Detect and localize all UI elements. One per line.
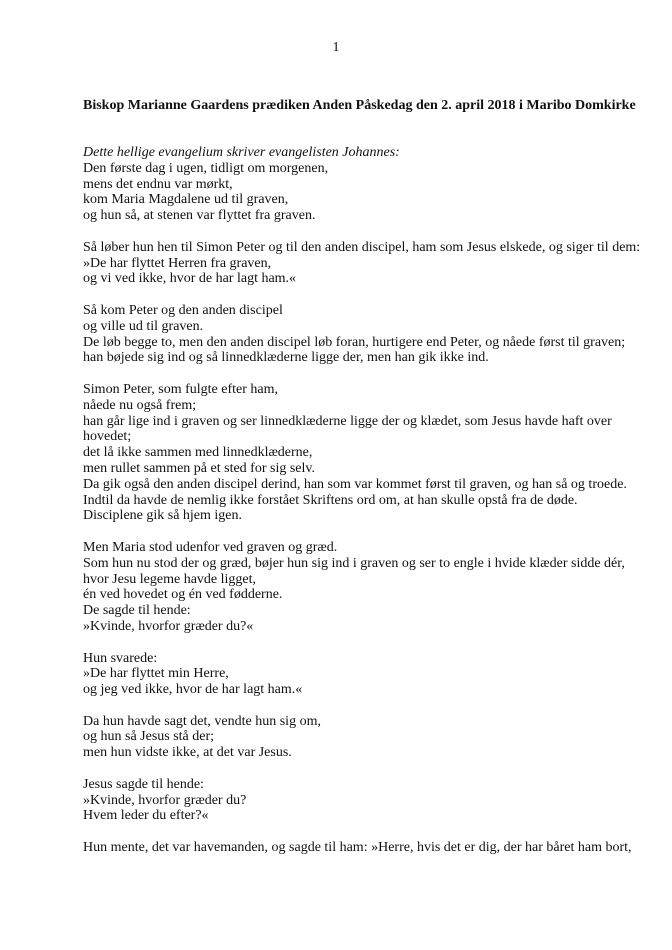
text-line: De løb begge to, men den anden discipel løb foran, hurtigere end Peter, og nåede først til graven; <box>83 334 626 350</box>
paragraph <box>83 303 643 366</box>
sermon-title: Biskop Marianne Gaardens prædiken Anden Påskedag den 2. april 2018 i Maribo Domkirke <box>83 98 636 113</box>
text-line: Da gik også den anden discipel derind, han som var kommet først til graven, og han så og troede. <box>83 476 627 492</box>
text-line: Så løber hun hen til Simon Peter og til den anden discipel, ham som Jesus elskede, og siger til dem: <box>83 239 641 255</box>
text-line: mens det endnu var mørkt, <box>83 176 233 192</box>
paragraph <box>83 714 643 761</box>
paragraph <box>83 240 643 287</box>
text-line: det lå ikke sammen med linnedklæderne, <box>83 445 313 461</box>
page-number: 1 <box>332 40 340 55</box>
text-line: men hun vidste ikke, at det var Jesus. <box>83 745 292 761</box>
paragraph-gap <box>83 635 643 651</box>
text-line: Hvem leder du efter?« <box>83 808 209 824</box>
text-line: »De har flyttet min Herre, <box>83 666 229 682</box>
paragraph <box>83 382 643 524</box>
text-line: Hun mente, det var havemanden, og sagde til ham: »Herre, hvis det er dig, der har båret ham bort, <box>83 840 632 856</box>
text-line: men rullet sammen på et sted for sig selv. <box>83 460 315 476</box>
paragraph <box>83 540 643 635</box>
paragraph-gap <box>83 366 643 382</box>
text-line: De sagde til hende: <box>83 603 191 619</box>
text-line: Da hun havde sagt det, vendte hun sig om, <box>83 713 321 729</box>
text-line: Så kom Peter og den anden discipel <box>83 302 283 318</box>
text-line: hovedet; <box>83 429 132 445</box>
text-line: han går lige ind i graven og ser linnedklæderne ligge der og klædet, som Jesus havde haft over <box>83 413 612 429</box>
text-line: Hun svarede: <box>83 650 158 666</box>
text-line: hvor Jesu legeme havde ligget, <box>83 571 257 587</box>
paragraph <box>83 840 643 856</box>
paragraph-gap <box>83 824 643 840</box>
text-line: nåede nu også frem; <box>83 397 197 413</box>
paragraph <box>83 161 643 224</box>
text-line: »Kvinde, hvorfor græder du? <box>83 792 247 808</box>
paragraph-gap <box>83 287 643 303</box>
text-line: han bøjede sig ind og så linnedklæderne ligge der, men han gik ikke ind. <box>83 350 489 366</box>
paragraph <box>83 651 643 698</box>
sermon-body <box>83 145 643 856</box>
text-line: kom Maria Magdalene ud til graven, <box>83 192 289 208</box>
paragraph-gap <box>83 224 643 240</box>
text-line: Som hun nu stod der og græd, bøjer hun sig ind i graven og ser to engle i hvide klæder sidde dér, <box>83 555 625 571</box>
text-line: Men Maria stod udenfor ved graven og græd. <box>83 539 338 555</box>
text-line: og vi ved ikke, hvor de har lagt ham.« <box>83 271 297 287</box>
paragraph-gap <box>83 698 643 714</box>
text-line: og hun så Jesus stå der; <box>83 729 215 745</box>
paragraph <box>83 777 643 824</box>
text-line: og jeg ved ikke, hvor de har lagt ham.« <box>83 682 303 698</box>
gospel-intro: Dette hellige evangelium skriver evangelisten Johannes: <box>83 145 400 160</box>
text-line: Jesus sagde til hende: <box>83 776 204 792</box>
paragraph-gap <box>83 524 643 540</box>
text-line: Simon Peter, som fulgte efter ham, <box>83 381 279 397</box>
text-line: Indtil da havde de nemlig ikke forstået Skriftens ord om, at han skulle opstå fra de døde. <box>83 492 578 508</box>
text-line: »De har flyttet Herren fra graven, <box>83 255 272 271</box>
text-line: Disciplene gik så hjem igen. <box>83 508 243 524</box>
paragraph-gap <box>83 761 643 777</box>
text-line: én ved hovedet og én ved fødderne. <box>83 587 283 603</box>
text-line: »Kvinde, hvorfor græder du?« <box>83 618 254 634</box>
text-line: og ville ud til graven. <box>83 318 204 334</box>
text-line: og hun så, at stenen var flyttet fra graven. <box>83 208 316 224</box>
text-line: Den første dag i ugen, tidligt om morgenen, <box>83 160 329 176</box>
